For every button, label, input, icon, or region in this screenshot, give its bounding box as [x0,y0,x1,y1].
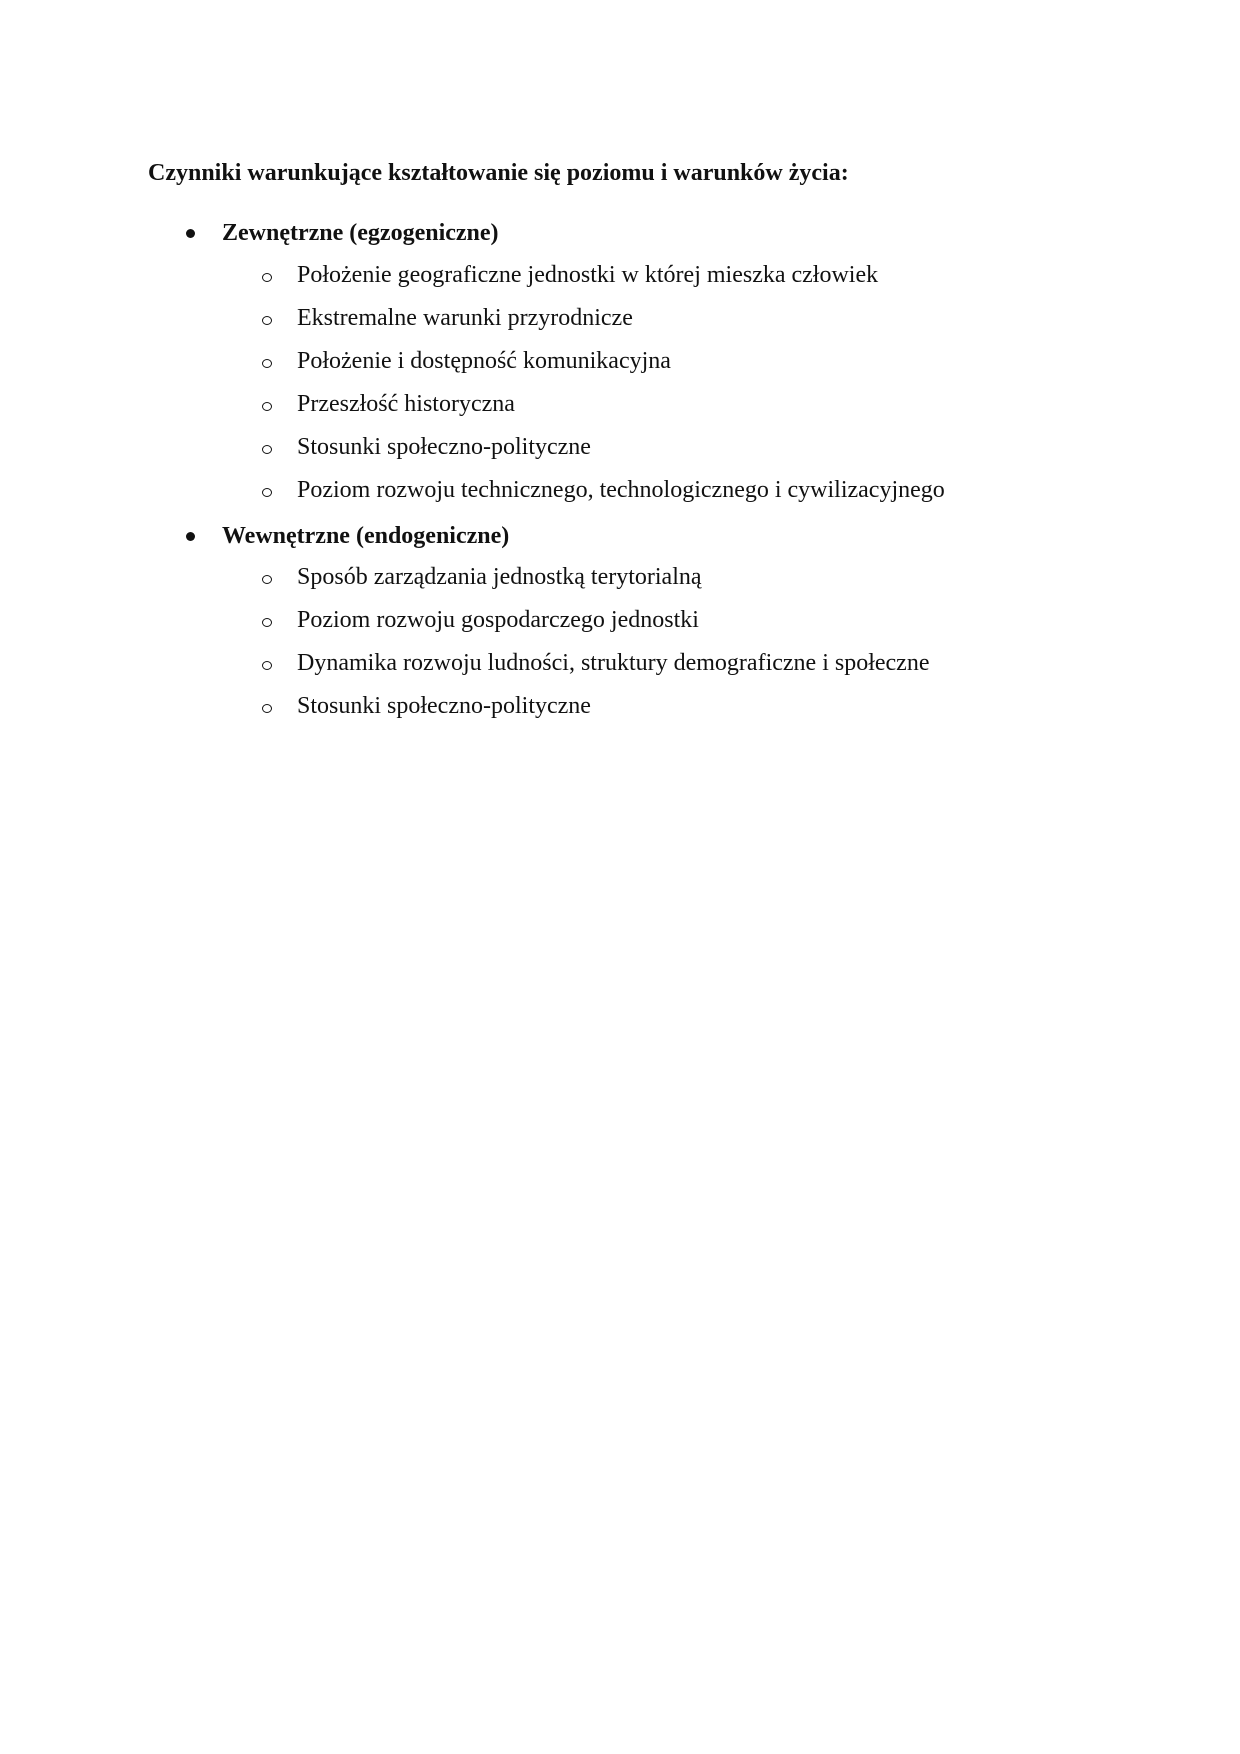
hollow-bullet-icon [262,661,272,670]
factor-group-internal [0,521,1240,728]
sub-list [0,556,1240,728]
list-item-label: Przeszłość historyczna [297,391,515,417]
list-item-label: Poziom rozwoju technicznego, technologicznego i cywilizacyjnego [297,477,945,503]
list-item [0,642,1240,685]
list-item [0,685,1240,728]
factor-group-external [0,218,1240,512]
hollow-bullet-icon [262,704,272,713]
document-title: Czynniki warunkujące kształtowanie się poziomu i warunków życia: [148,160,849,186]
group-heading [0,521,1240,551]
list-item [0,383,1240,426]
hollow-bullet-icon [262,445,272,454]
hollow-bullet-icon [262,316,272,325]
list-item [0,340,1240,383]
hollow-bullet-icon [262,359,272,368]
group-label: Zewnętrzne (egzogeniczne) [222,220,499,246]
hollow-bullet-icon [262,618,272,627]
list-item-label: Sposób zarządzania jednostką terytorialną [297,564,702,590]
filled-bullet-icon [186,229,195,238]
list-item [0,297,1240,340]
hollow-bullet-icon [262,273,272,282]
list-item-label: Położenie i dostępność komunikacyjna [297,348,671,374]
list-item-label: Stosunki społeczno-polityczne [297,693,591,719]
sub-list [0,254,1240,512]
list-item-label: Położenie geograficzne jednostki w której mieszka człowiek [297,262,879,288]
filled-bullet-icon [186,532,195,541]
list-item [0,599,1240,642]
group-heading [0,218,1240,248]
list-item-label: Poziom rozwoju gospodarczego jednostki [297,607,699,633]
list-item [0,556,1240,599]
list-item [0,469,1240,512]
list-item [0,426,1240,469]
list-item-label: Dynamika rozwoju ludności, struktury demograficzne i społeczne [297,650,930,676]
group-label: Wewnętrzne (endogeniczne) [222,523,510,549]
list-item [0,254,1240,297]
list-item-label: Stosunki społeczno-polityczne [297,434,591,460]
list-item-label: Ekstremalne warunki przyrodnicze [297,305,633,331]
hollow-bullet-icon [262,575,272,584]
hollow-bullet-icon [262,402,272,411]
hollow-bullet-icon [262,488,272,497]
